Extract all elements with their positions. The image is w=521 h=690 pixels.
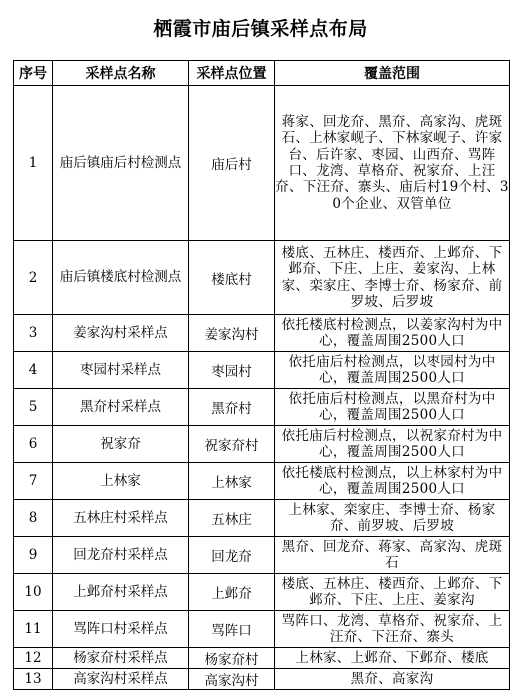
table-row bbox=[14, 241, 510, 315]
header-point-name: 采样点名称 bbox=[53, 61, 189, 86]
table-row bbox=[14, 86, 510, 241]
row-point-location: 枣园村 bbox=[189, 352, 275, 389]
row-index: 12 bbox=[14, 648, 53, 669]
header-index: 序号 bbox=[14, 61, 53, 86]
row-point-name: 上林家 bbox=[53, 463, 189, 500]
table-row bbox=[14, 463, 510, 500]
table-row bbox=[14, 669, 510, 690]
table-row bbox=[14, 389, 510, 426]
row-point-name: 五林庄村采样点 bbox=[53, 500, 189, 537]
header-coverage: 覆盖范围 bbox=[275, 61, 510, 86]
row-index: 8 bbox=[14, 500, 53, 537]
table-row bbox=[14, 315, 510, 352]
page-title: 栖霞市庙后镇采样点布局 bbox=[153, 18, 368, 40]
row-coverage: 楼底、五林庄、楼西夼、上邺夼、下邺夼、下庄、上庄、姜家沟、上林家、栾家庄、李博士夼、杨家夼、前罗坡、后罗坡 bbox=[275, 241, 510, 315]
row-coverage: 依托庙后村检测点，以祝家夼村为中心，覆盖周围2500人口 bbox=[275, 426, 510, 463]
row-index: 7 bbox=[14, 463, 53, 500]
table-row bbox=[14, 537, 510, 574]
table-row bbox=[14, 426, 510, 463]
table-header-row bbox=[14, 61, 510, 86]
row-point-location: 祝家夼村 bbox=[189, 426, 275, 463]
row-coverage: 依托庙后村检测点，以枣园村为中心，覆盖周围2500人口 bbox=[275, 352, 510, 389]
row-coverage: 黑夼、回龙夼、蒋家、高家沟、虎斑石 bbox=[275, 537, 510, 574]
row-index: 4 bbox=[14, 352, 53, 389]
row-point-name: 枣园村采样点 bbox=[53, 352, 189, 389]
row-point-location: 楼底村 bbox=[189, 241, 275, 315]
table-row bbox=[14, 648, 510, 669]
row-point-name: 庙后镇庙后村检测点 bbox=[53, 86, 189, 241]
row-point-name: 黑夼村采样点 bbox=[53, 389, 189, 426]
row-point-name: 上邺夼村采样点 bbox=[53, 574, 189, 611]
row-point-location: 五林庄 bbox=[189, 500, 275, 537]
row-point-name: 祝家夼 bbox=[53, 426, 189, 463]
row-point-name: 庙后镇楼底村检测点 bbox=[53, 241, 189, 315]
row-point-location: 上林家 bbox=[189, 463, 275, 500]
row-point-location: 杨家夼村 bbox=[189, 648, 275, 669]
row-point-name: 回龙夼村采样点 bbox=[53, 537, 189, 574]
row-point-location: 骂阵口 bbox=[189, 611, 275, 648]
row-index: 9 bbox=[14, 537, 53, 574]
row-coverage: 骂阵口、龙湾、草格夼、祝家夼、上汪夼、下汪夼、寨头 bbox=[275, 611, 510, 648]
row-coverage: 上林家、栾家庄、李博士夼、杨家夼、前罗坡、后罗坡 bbox=[275, 500, 510, 537]
sampling-points-table bbox=[13, 60, 510, 690]
row-index: 1 bbox=[14, 86, 53, 241]
row-coverage: 黑夼、高家沟 bbox=[275, 669, 510, 690]
row-index: 3 bbox=[14, 315, 53, 352]
row-point-name: 骂阵口村采样点 bbox=[53, 611, 189, 648]
row-point-location: 黑夼村 bbox=[189, 389, 275, 426]
row-coverage: 依托楼底村检测点，以上林家村为中心，覆盖周围2500人口 bbox=[275, 463, 510, 500]
row-index: 10 bbox=[14, 574, 53, 611]
row-coverage: 楼底、五林庄、楼西夼、上邺夼、下邺夼、下庄、上庄、姜家沟 bbox=[275, 574, 510, 611]
row-point-location: 上邺夼 bbox=[189, 574, 275, 611]
row-point-name: 杨家夼村采样点 bbox=[53, 648, 189, 669]
table-row bbox=[14, 500, 510, 537]
row-point-location: 高家沟村 bbox=[189, 669, 275, 690]
row-index: 5 bbox=[14, 389, 53, 426]
row-index: 13 bbox=[14, 669, 53, 690]
row-point-name: 姜家沟村采样点 bbox=[53, 315, 189, 352]
row-point-location: 姜家沟村 bbox=[189, 315, 275, 352]
header-point-location: 采样点位置 bbox=[189, 61, 275, 86]
row-coverage: 依托庙后村检测点，以黑夼村为中心，覆盖周围2500人口 bbox=[275, 389, 510, 426]
table-row bbox=[14, 352, 510, 389]
row-point-location: 回龙夼 bbox=[189, 537, 275, 574]
row-coverage: 依托楼底村检测点，以姜家沟村为中心，覆盖周围2500人口 bbox=[275, 315, 510, 352]
row-coverage: 上林家、上邺夼、下邺夼、楼底 bbox=[275, 648, 510, 669]
row-index: 6 bbox=[14, 426, 53, 463]
table-row bbox=[14, 611, 510, 648]
row-index: 11 bbox=[14, 611, 53, 648]
table-row bbox=[14, 574, 510, 611]
row-point-location: 庙后村 bbox=[189, 86, 275, 241]
row-point-name: 高家沟村采样点 bbox=[53, 669, 189, 690]
row-index: 2 bbox=[14, 241, 53, 315]
row-coverage: 蒋家、回龙夼、黑夼、高家沟、虎斑石、上林家岘子、下林家岘子、许家台、后许家、枣园、山西夼、骂阵口、龙湾、草格夼、祝家夼、上汪夼、下汪夼、寨头、庙后村19个村、30个企业、双管单位 bbox=[275, 86, 510, 241]
